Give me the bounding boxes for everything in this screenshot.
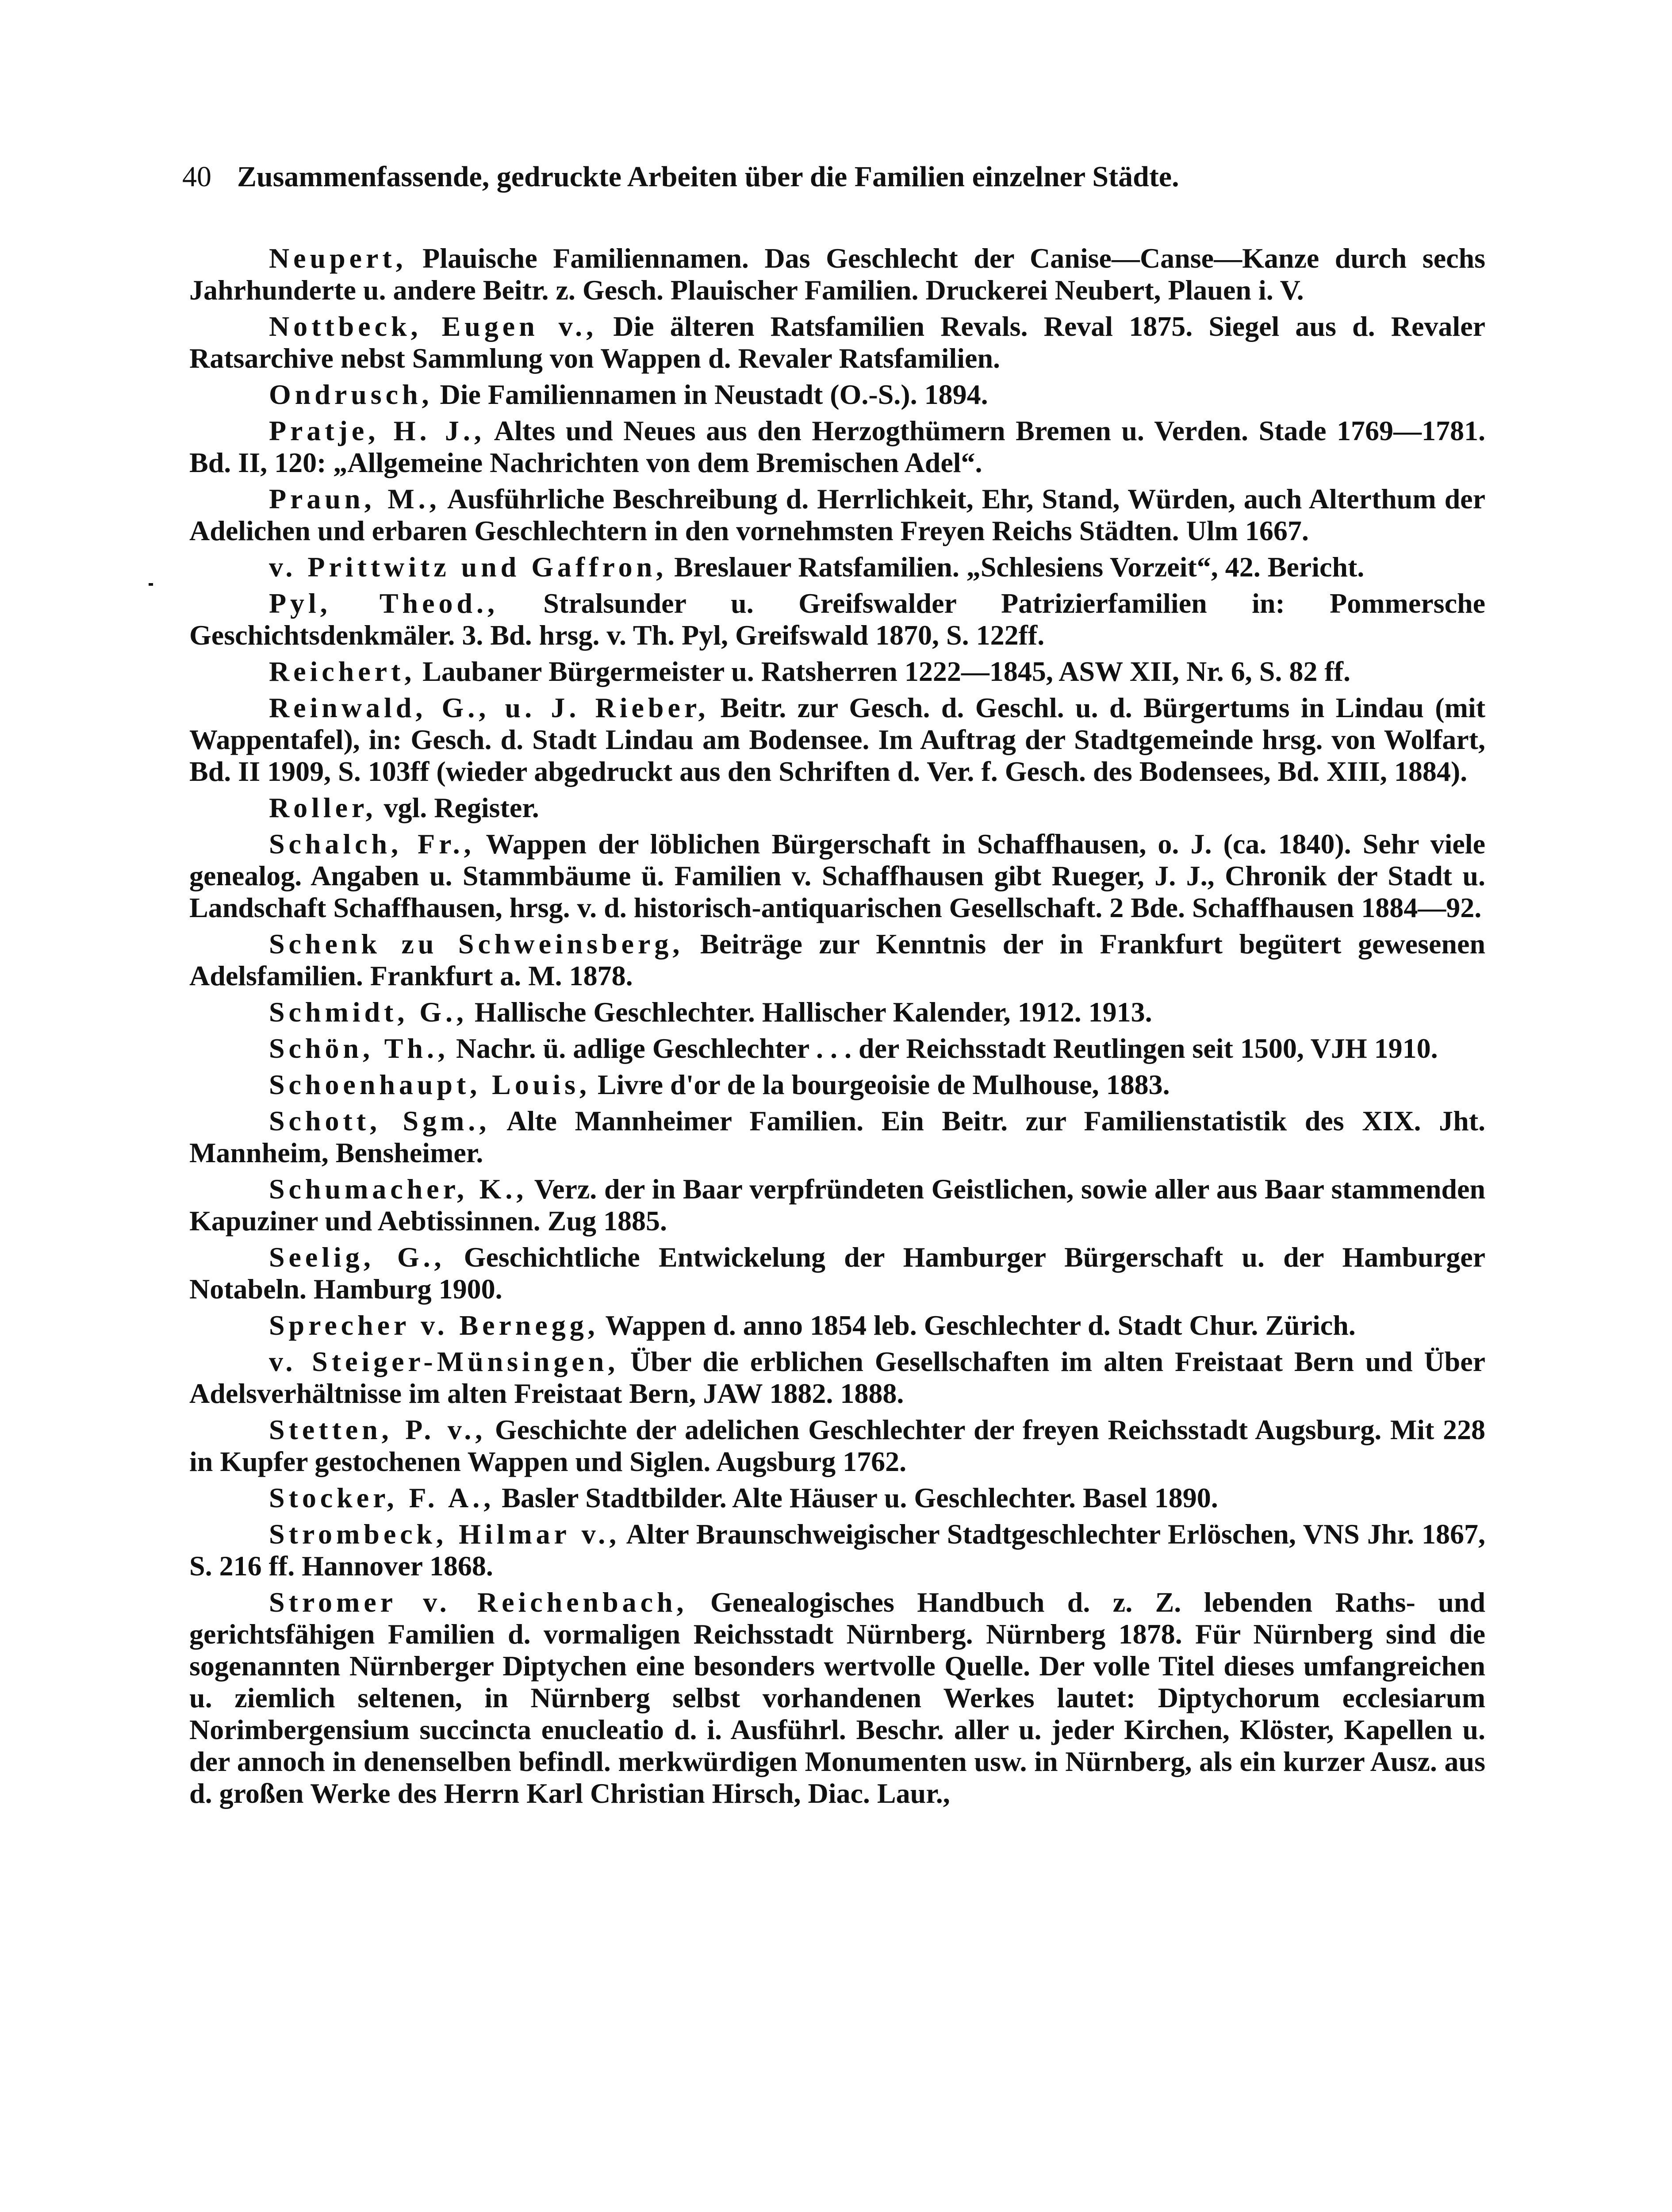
entry-text: Wappen d. anno 1854 leb. Geschlechter d. Stadt Chur. Zürich.: [598, 1310, 1356, 1341]
bibliography-entry: [189, 1482, 1485, 1514]
bibliography-entry: [189, 415, 1485, 479]
entry-text: Alter Braunschweigischer Stadtgeschlechter Erlöschen, VNS Jhr. 1867, S. 216 ff. Hannover 1868.: [189, 1518, 1486, 1582]
bibliography-entry: [189, 656, 1485, 687]
bibliography-entry: [189, 483, 1485, 547]
entry-author: Schumacher, K.,: [269, 1173, 528, 1205]
bibliography-entry: [189, 588, 1485, 651]
entry-author: Schott, Sgm.,: [269, 1105, 491, 1137]
bibliography-entry: [189, 551, 1485, 583]
entry-author: Praun, M.,: [269, 483, 441, 515]
entry-text: Nachr. ü. adlige Geschlechter . . . der Reichsstadt Reutlingen seit 1500, VJH 1910.: [449, 1033, 1438, 1064]
bibliography-list: [189, 242, 1485, 1814]
entry-author: Stocker, F. A.,: [269, 1482, 495, 1513]
page-header: [182, 157, 1509, 197]
entry-author: Schalch, Fr.,: [269, 828, 475, 860]
entry-author: Neupert,: [269, 242, 407, 274]
bibliography-entry: [189, 1033, 1485, 1064]
bibliography-entry: [189, 1173, 1485, 1237]
entry-text: Ausführliche Beschreibung d. Herrlichkeit, Ehr, Stand, Würden, auch Alterthum der Adelichen und erbaren Geschlechtern in den vornehmsten Freyen Reichs Städten. Ulm 1667.: [189, 483, 1485, 546]
entry-text: Beitr. zur Gesch. d. Geschl. u. d. Bürgertums in Lindau (mit Wappentafel), in: Gesch. d. Stadt Lindau am Bodensee. Im Auftrag der Stadtgemeinde hrsg. von Wolfart, Bd. II 1909, S. 103ff (wieder abgedruckt aus den Schriften d. Ver. f. Gesch. des Bodensees, Bd. XIII, 1884).: [189, 692, 1486, 787]
entry-author: v. Steiger-Münsingen,: [269, 1346, 619, 1377]
entry-text: Genealogisches Handbuch d. z. Z. lebenden Raths- und gerichtsfähigen Familien d. vormaligen Reichsstadt Nürnberg. Nürnberg 1878. Für Nürnberg sind die sogenannten Nürnberger Diptychen eine besonders wertvolle Quelle. Der volle Titel dieses umfangreichen u. ziemlich seltenen, in Nürnberg selbst vorhandenen Werkes lautet: Diptychorum ecclesiarum Norimbergensium succincta enucleatio d. i. Ausführl. Beschr. aller u. jeder Kirchen, Klöster, Kapellen u. der annoch in denenselben befindl. merkwürdigen Monumenten usw. in Nürnberg, als ein kurzer Ausz. aus d. großen Werke des Herrn Karl Christian Hirsch, Diac. Laur.,: [189, 1586, 1485, 1809]
entry-text: Beiträge zur Kenntnis der in Frankfurt begütert gewesenen Adelsfamilien. Frankfurt a. M. 1878.: [189, 928, 1485, 991]
entry-author: Stetten, P. v.,: [269, 1414, 487, 1445]
bibliography-entry: [189, 1105, 1485, 1169]
entry-author: Reichert,: [269, 656, 416, 687]
entry-author: Reinwald, G., u. J. Rieber,: [269, 692, 709, 723]
entry-author: Nottbeck, Eugen v.,: [269, 311, 598, 342]
entry-author: Ondrusch,: [269, 379, 433, 410]
bibliography-entry: [189, 1346, 1485, 1409]
bibliography-entry: [189, 828, 1485, 924]
entry-author: Schön, Th.,: [269, 1033, 449, 1064]
entry-author: Schenk zu Schweinsberg,: [269, 928, 684, 960]
bibliography-entry: [189, 996, 1485, 1028]
bibliography-entry: [189, 1586, 1485, 1809]
entry-text: Laubaner Bürgermeister u. Ratsherren 1222—1845, ASW XII, Nr. 6, S. 82 ff.: [415, 656, 1350, 687]
bibliography-entry: [189, 1414, 1485, 1478]
page-number: 40: [182, 161, 211, 193]
entry-text: Geschichtliche Entwickelung der Hamburger Bürgerschaft u. der Hamburger Notabeln. Hamburg 1900.: [189, 1241, 1486, 1305]
entry-author: Schoenhaupt, Louis,: [269, 1069, 591, 1100]
entry-text: Die Familiennamen in Neustadt (O.-S.). 1894.: [433, 379, 988, 410]
entry-text: Alte Mannheimer Familien. Ein Beitr. zur Familienstatistik des XIX. Jht. Mannheim, Bensheimer.: [189, 1105, 1486, 1168]
entry-text: Stralsunder u. Greifswalder Patrizierfamilien in: Pommersche Geschichtsdenkmäler. 3. Bd. hrsg. v. Th. Pyl, Greifswald 1870, S. 122ff.: [189, 588, 1485, 651]
bibliography-entry: [189, 242, 1485, 306]
entry-text: Wappen der löblichen Bürgerschaft in Schaffhausen, o. J. (ca. 1840). Sehr viele genealog. Angaben u. Stammbäume ü. Familien v. Schaffhausen gibt Rueger, J. J., Chronik der Stadt u. Landschaft Schaffhausen, hrsg. v. d. historisch-antiquarischen Gesellschaft. 2 Bde. Schaffhausen 1884—92.: [189, 828, 1485, 923]
entry-author: Sprecher v. Bernegg,: [269, 1310, 599, 1341]
entry-author: Seelig, G.,: [269, 1241, 445, 1273]
entry-text: Breslauer Ratsfamilien. „Schlesiens Vorzeit“, 42. Bericht.: [667, 551, 1365, 583]
entry-text: vgl. Register.: [376, 792, 539, 823]
entry-text: Altes und Neues aus den Herzogthümern Bremen u. Verden. Stade 1769—1781. Bd. II, 120: „Allgemeine Nachrichten von dem Bremischen Adel“.: [189, 415, 1485, 478]
entry-text: Plauische Familiennamen. Das Geschlecht der Canise—Canse—Kanze durch sechs Jahrhunderte u. andere Beitr. z. Gesch. Plauischer Familien. Druckerei Neubert, Plauen i. V.: [189, 242, 1485, 306]
entry-author: Pratje, H. J.,: [269, 415, 485, 446]
entry-author: Schmidt, G.,: [269, 996, 468, 1028]
entry-text: Hallische Geschlechter. Hallischer Kalender, 1912. 1913.: [467, 996, 1152, 1028]
entry-author: Strombeck, Hilmar v.,: [269, 1518, 621, 1550]
stray-ink-mark: [149, 583, 153, 586]
page-title: Zusammenfassende, gedruckte Arbeiten über die Familien einzelner Städte.: [237, 161, 1179, 193]
bibliography-entry: [189, 928, 1485, 992]
entry-text: Livre d'or de la bourgeoisie de Mulhouse, 1883.: [590, 1069, 1170, 1100]
entry-author: Stromer v. Reichenbach,: [269, 1586, 688, 1618]
bibliography-entry: [189, 792, 1485, 824]
entry-text: Verz. der in Baar verpfründeten Geistlichen, sowie aller aus Baar stammenden Kapuziner und Aebtissinnen. Zug 1885.: [189, 1173, 1486, 1237]
bibliography-entry: [189, 379, 1485, 411]
entry-author: v. Prittwitz und Gaffron,: [269, 551, 667, 583]
entry-text: Basler Stadtbilder. Alte Häuser u. Geschlechter. Basel 1890.: [495, 1482, 1218, 1513]
bibliography-entry: [189, 1518, 1485, 1582]
entry-text: Geschichte der adelichen Geschlechter der freyen Reichsstadt Augsburg. Mit 228 in Kupfer gestochenen Wappen und Siglen. Augsburg 1762.: [189, 1414, 1486, 1477]
entry-author: Roller,: [269, 792, 377, 823]
bibliography-entry: [189, 1069, 1485, 1101]
bibliography-entry: [189, 1241, 1485, 1305]
bibliography-entry: [189, 1310, 1485, 1341]
entry-text: Die älteren Ratsfamilien Revals. Reval 1875. Siegel aus d. Revaler Ratsarchive nebst Sammlung von Wappen d. Revaler Ratsfamilien.: [189, 311, 1485, 374]
bibliography-entry: [189, 311, 1485, 374]
entry-author: Pyl, Theod.,: [269, 588, 499, 619]
entry-text: Über die erblichen Gesellschaften im alten Freistaat Bern und Über Adelsverhältnisse im alten Freistaat Bern, JAW 1882. 1888.: [189, 1346, 1486, 1409]
bibliography-entry: [189, 692, 1485, 787]
